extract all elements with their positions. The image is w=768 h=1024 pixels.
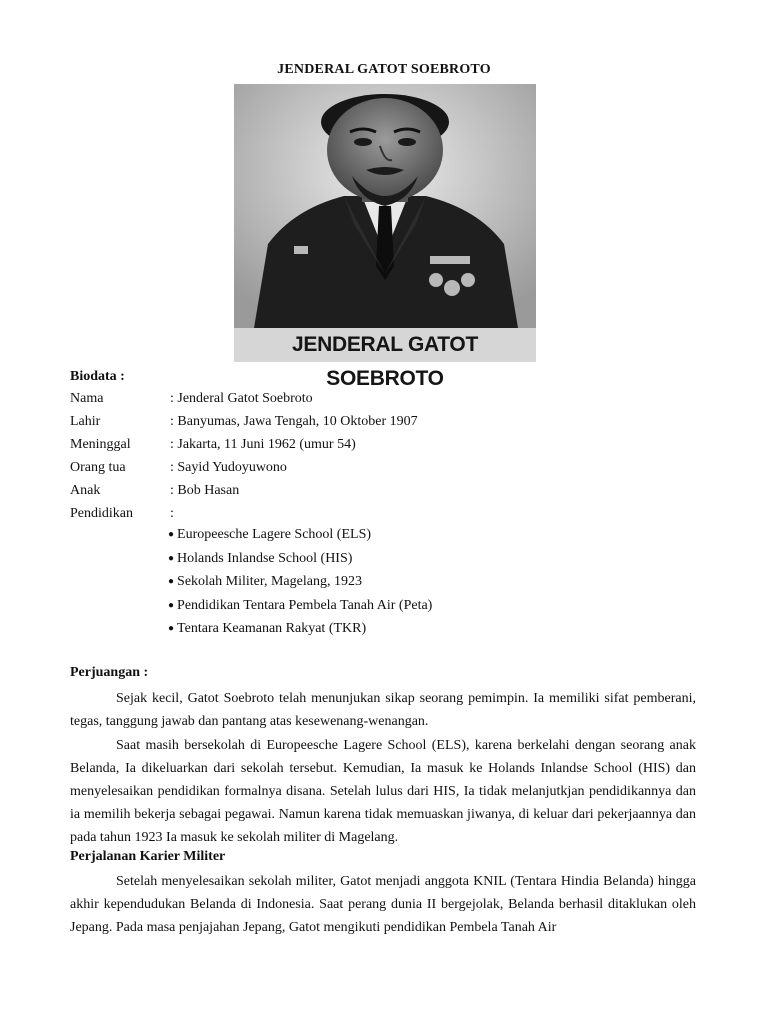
biodata-heading: Biodata : [70, 369, 125, 384]
education-item: Tentara Keamanan Rakyat (TKR) [177, 621, 367, 636]
bullet-icon: ● [168, 529, 175, 540]
bio-value: : Jenderal Gatot Soebroto [170, 391, 313, 406]
bio-value: : Jakarta, 11 Juni 1962 (umur 54) [170, 437, 356, 452]
list-item [168, 526, 432, 550]
bullet-icon: ● [168, 552, 175, 564]
perjuangan-paragraph-1: Sejak kecil, Gatot Soebroto telah menunjukan sikap seorang pemimpin. Ia memiliki sifat pemberani, tegas, tanggung jawab dan pantang atas kesewenang-wenangan. [70, 691, 696, 729]
list-item [168, 573, 432, 597]
bullet-icon: ● [168, 576, 175, 587]
karier-paragraph-1: Setelah menyelesaikan sekolah militer, Gatot menjadi anggota KNIL (Tentara Hindia Belanda) hingga akhir kependudukan Belanda di Indonesia. Saat perang dunia II bergejolak, Belanda berhasil ditaklukan oleh Jepang. Pada masa penjajahan Jepang, Gatot mengikuti pendidikan Pembela Tanah Air [70, 874, 696, 935]
list-item [168, 550, 432, 574]
list-item [168, 620, 432, 644]
education-list [168, 526, 432, 644]
bio-label: Nama [70, 391, 104, 406]
page-title: JENDERAL GATOT SOEBROTO [277, 62, 491, 77]
education-item: Pendidikan Tentara Pembela Tanah Air (Peta) [177, 597, 433, 613]
bio-value: : Bob Hasan [170, 483, 240, 498]
portrait-caption: JENDERAL GATOT SOEBROTO [234, 328, 536, 362]
portrait-image [234, 84, 536, 390]
list-item [168, 597, 432, 621]
karier-heading: Perjalanan Karier Militer [70, 849, 226, 864]
education-item: Europeesche Lagere School (ELS) [177, 527, 372, 542]
bio-label: Orang tua [70, 460, 126, 475]
bullet-icon: ● [168, 599, 175, 611]
bio-value: : Banyumas, Jawa Tengah, 10 Oktober 1907 [170, 414, 418, 429]
perjuangan-paragraph-2: Saat masih bersekolah di Europeesche Lagere School (ELS), karena berkelahi dengan seorang anak Belanda, Ia dikeluarkan dari sekolah tersebut. Kemudian, Ia masuk ke Holands Inlandse School (HIS) dan menyelesaikan pendidikan formalnya disana. Setelah lulus dari HIS, Ia tidak melanjutkjan pendidikannya dan ia memilih bekerja sebagai pegawai. Namun karena tidak memuaskan jiwanya, di keluar dari pekerjaannya dan pada tahun 1923 Ia masuk ke sekolah militer di Magelang. [70, 738, 696, 845]
bio-label: Pendidikan [70, 506, 133, 521]
perjuangan-heading: Perjuangan : [70, 665, 149, 680]
bio-value: : Sayid Yudoyuwono [170, 460, 287, 475]
bio-value: : [170, 506, 174, 521]
bio-label: Anak [70, 483, 101, 498]
education-item: Holands Inlandse School (HIS) [177, 550, 353, 566]
portrait-photo-icon [234, 84, 536, 328]
bullet-icon: ● [168, 623, 175, 634]
education-item: Sekolah Militer, Magelang, 1923 [177, 574, 362, 589]
bio-label: Meninggal [70, 437, 131, 452]
bio-label: Lahir [70, 414, 101, 429]
